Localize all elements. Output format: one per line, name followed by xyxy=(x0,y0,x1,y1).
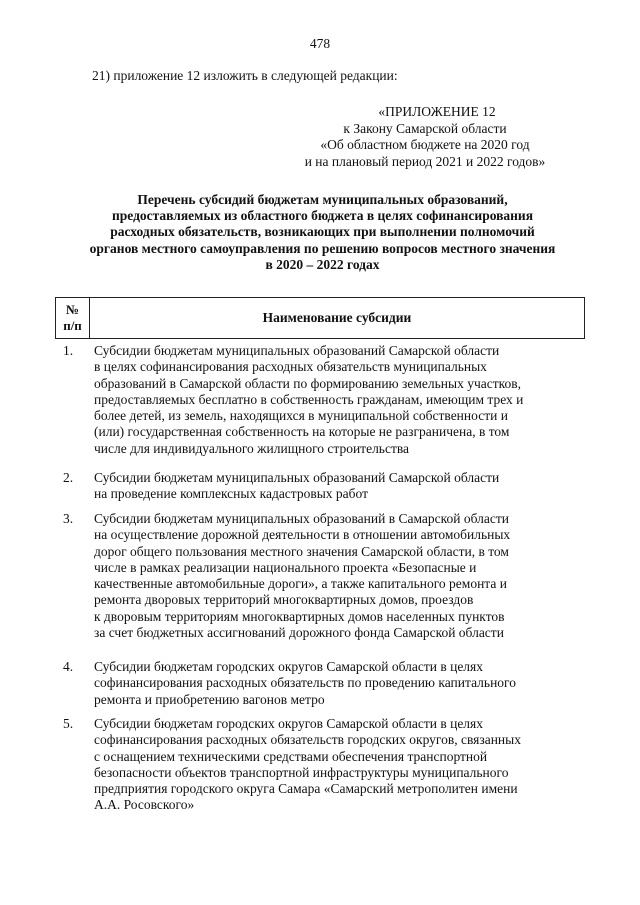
subsidy-description-line: безопасности объектов транспортной инфраструктуры муниципального xyxy=(94,764,509,780)
intro-text: 21) приложение 12 изложить в следующей редакции: xyxy=(92,68,398,83)
appendix-line: к Закону Самарской области xyxy=(343,120,507,136)
header-number-cell xyxy=(56,298,90,338)
document-title-line: в 2020 – 2022 годах xyxy=(265,256,380,272)
row-number: 2. xyxy=(63,470,74,485)
subsidy-description-line: Субсидии бюджетам муниципальных образований Самарской области xyxy=(94,343,500,358)
subsidy-description-line: образований в Самарской области по формированию земельных участков, xyxy=(94,375,521,391)
appendix-line: «Об областном бюджете на 2020 год xyxy=(320,137,530,152)
subsidy-description xyxy=(94,470,585,503)
subsidy-description-line: в целях софинансирования расходных обязательств муниципальных xyxy=(94,359,487,375)
subsidy-description xyxy=(94,511,585,641)
subsidy-description-line: более детей, из земель, находящихся в муниципальной собственности и xyxy=(94,408,508,424)
subsidy-description-line: (или) государственная собственность на которые не разграничена, в том xyxy=(94,424,510,440)
subsidy-description-line: дорог общего пользования местного значения Самарской области, в том xyxy=(94,543,509,559)
subsidy-description-line: Субсидии бюджетам муниципальных образований в Самарской области xyxy=(94,511,509,526)
subsidy-description-line: на осуществление дорожной деятельности в отношении автомобильных xyxy=(94,527,511,543)
appendix-line: и на плановый период 2021 и 2022 годов» xyxy=(304,153,546,169)
row-number: 5. xyxy=(63,716,74,731)
subsidy-description-line: с оснащением техническими средствами обеспечения транспортной xyxy=(94,748,488,764)
subsidy-description-line: ремонта дворовых территорий многоквартирных домов, проездов xyxy=(94,592,474,608)
row-number: 4. xyxy=(63,659,74,674)
header-number-symbol: № xyxy=(65,302,80,317)
subsidy-description-line: качественные автомобильные дороги», а также капитального ремонта и xyxy=(94,576,507,592)
subsidy-description-line: за счет бюджетных ассигнований дорожного фонда Самарской области xyxy=(94,625,504,641)
row-number: 3. xyxy=(63,511,74,526)
header-number-abbrev: п/п xyxy=(63,318,82,333)
subsidy-description-line: предприятия городского округа Самара «Самарский метрополитен имени xyxy=(94,781,518,797)
subsidy-description xyxy=(94,343,585,457)
header-name-cell: Наименование субсидии xyxy=(262,310,412,325)
document-title-line: расходных обязательств, возникающих при выполнении полномочий xyxy=(110,224,535,240)
document-title-line: Перечень субсидий бюджетам муниципальных образований, xyxy=(137,192,508,207)
appendix-reference xyxy=(280,104,570,170)
document-title-line: предоставляемых из областного бюджета в целях софинансирования xyxy=(111,208,534,224)
document-title-line: органов местного самоуправления по решению вопросов местного значения xyxy=(89,240,556,256)
subsidy-description-line: Субсидии бюджетам муниципальных образований Самарской области xyxy=(94,470,500,485)
subsidy-description-line: софинансирования расходных обязательств городских округов, связанных xyxy=(94,732,521,748)
subsidy-description xyxy=(94,716,585,814)
subsidy-description-line: к дворовым территориям многоквартирных домов населенных пунктов xyxy=(94,608,505,624)
subsidy-description-line: Субсидии бюджетам городских округов Самарской области в целях xyxy=(94,659,484,674)
subsidy-description-line: числе для индивидуального жилищного строительства xyxy=(94,440,410,456)
subsidy-description-line: ремонта и приобретению вагонов метро xyxy=(94,691,325,707)
appendix-title: «ПРИЛОЖЕНИЕ 12 xyxy=(378,104,496,119)
subsidy-description-line: А.А. Росовского» xyxy=(94,797,195,813)
subsidy-description-line: Субсидии бюджетам городских округов Самарской области в целях xyxy=(94,716,484,731)
subsidy-description-line: софинансирования расходных обязательств по проведению капитального xyxy=(94,675,516,691)
subsidy-description-line: числе в рамках реализации национального проекта «Безопасные и xyxy=(94,559,477,575)
subsidy-description-line: предоставляемых бесплатно в собственность гражданам, имеющим трех и xyxy=(94,391,524,407)
subsidy-description-line: на проведение комплексных кадастровых работ xyxy=(94,486,369,502)
page-number: 478 xyxy=(309,36,331,51)
subsidy-description xyxy=(94,659,585,708)
document-title xyxy=(55,192,590,273)
table-header xyxy=(55,297,585,339)
row-number: 1. xyxy=(63,343,74,358)
